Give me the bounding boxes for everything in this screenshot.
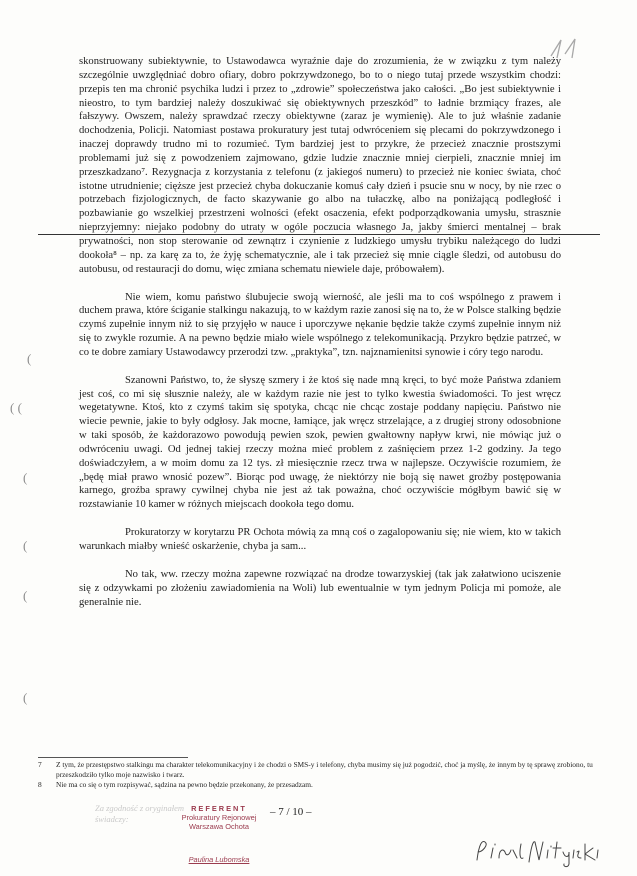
horizontal-strike-line <box>38 234 600 235</box>
faded-line: Za zgodność z oryginałem <box>95 803 185 813</box>
margin-bracket-mark: ( <box>23 588 28 603</box>
margin-bracket-mark: ( <box>23 538 28 553</box>
footnotes <box>38 760 598 790</box>
paragraph-4: Prokuratorzy w korytarzu PR Ochota mówią za mną coś o zagalopowaniu się; nie wiem, kto w takich warunkach miałby wnieść oskarżenie, chyba ja sam... <box>79 527 561 552</box>
stamp-line: Warszawa Ochota <box>188 822 250 831</box>
footnote-text: Z tym, że przestępstwo stalkingu ma charakter telekomunikacyjny i że chodzi o SMS-y i telefony, chyba musimy się już pogodzić, choć ja myślę, że innym by tę sprawę zrobiono, tu przeszkodziło tylko moje nazwisko i twarz. <box>56 760 593 779</box>
paragraph-3: Szanowni Państwo, to, że słyszę szmery i że ktoś się nade mną kręci, to być może Państwa zdaniem jest coś, co mi się słusznie należy, ale w każdym razie nie jest to tylko kwestia świadomości. To jest wręcz wegetatywne. Ktoś, kto z czymś takim się spotyka, chcąc nie chcąc zostaje poddany napięciu. Państwo nie wiecie pewnie, jakie to były odgłosy. Jak mocne, łamiące, jak wręcz strzelające, a z drugiej strony odosobnione w taki sposób, że każdorazowo powodują pewien szok, pewien gwałtowny napływ krwi, nie mówiąc już o odwróceniu uwagi. Od jednej takiej rzeczy można mieć problem z zaśnięciem przez 1-2 godziny. Ja tego doświadczyłem, a w moim domu za 12 tys. zł miesięcznie rzecz trwa w najlepsze. Oczywiście rozumiem, że „będę miał prawo wnosić pozew”. Biorąc pod uwagę, że niektórzy nie boją się nawet groźby postępowania karnego, groźba sprawy cywilnej chyba nie jest aż tak poważna, choć oczywiście mógłbym bawić się w rozstawianie 10 kamer w różnych miejscach dookoła tego domu. <box>79 374 561 511</box>
letter-body <box>79 55 561 623</box>
footnote-text: Nie ma co się o tym rozpisywać, sądzina na pewno będzie przekonany, że przesadzam. <box>56 780 313 789</box>
official-stamp <box>178 804 260 864</box>
faded-line: świadczy: <box>95 814 129 824</box>
footnote-separator <box>38 757 188 758</box>
handwritten-signature <box>473 834 603 868</box>
margin-bracket-mark: ( <box>23 470 28 485</box>
stamp-line: Prokuratury Rejonowej <box>181 813 257 822</box>
page-number: – 7 / 10 – <box>270 806 312 818</box>
margin-bracket-mark: ( <box>23 690 28 705</box>
footnote-number: 8 <box>38 780 42 789</box>
paragraph-2: Nie wiem, komu państwo ślubujecie swoją wierność, ale jeśli ma to coś wspólnego z prawem i duchem prawa, które ściganie stalkingu nakazują, to w każdym razie zanosi się na to, że w Polsce stalking będzie czymś zupełnie innym niż to się przyjęło w nauce i uporczywe nękanie będzie także czymś zupełnie innym niż się to zwykle rozumie. A na pewno będzie miało wiele wspólnego z telekomunikacją. Przykro będzie patrzeć, w co te dobre zamiary Ustawodawcy przerodzi tzw. „praktyka”, tzn. najznamienitsi synowie i córy tego narodu. <box>79 291 561 358</box>
margin-bracket-mark: ( <box>27 351 32 366</box>
footnote <box>38 760 598 780</box>
footnote <box>38 780 598 790</box>
stamp-title: REFERENT <box>191 804 247 813</box>
stamp-name: Paulina Lubomska <box>188 855 250 864</box>
footnote-number: 7 <box>38 760 42 769</box>
margin-bracket-mark: ( ( <box>10 400 22 415</box>
paragraph-5: No tak, ww. rzeczy można zapewne rozwiązać na drodze towarzyskiej (tak jak załatwiono uciszenie się z odzywkami po złożeniu zawiadomienia na Woli) lub ewentualnie w tym jednym Policja mi pomoże, ale generalnie nie. <box>79 568 561 608</box>
paragraph-1: skonstruowany subiektywnie, to Ustawodawca wyraźnie daje do zrozumienia, że w związku z tym należy szczególnie uwzględniać dobro ofiary, dobro pokrzywdzonego, bo to o niego tutaj przede wszystkim chodzi: przepis ten ma chronić psychika ludzi i przez to „zdrowie” społeczeństwa jako całości. „Bo jest subiektywnie i nieostro, to tym bardziej należy doszukiwać się obiektywnych przeszkód” to ładnie brzmiący frazes, ale fałszywy. Owszem, należy sprawdzać rzeczy obiektywne (zaraz je wymienię). Ale to już właśnie zadanie dochodzenia, Policji. Natomiast postawa prokuratury jest tutaj odwróceniem się plecami do pokrzywdzonego i inaczej doprawdy trudno mi to rozumieć. Tym bardziej jest to przykre, że przecież znacznie prostszymi problemami już się z powodzeniem zajmowano, gdzie ludzie znacznie mniej cierpieli, znacznie mniej im przeszkadzano⁷. Rezygnacja z korzystania z telefonu (z jakiegoś numeru) to przecież nie koniec świata, choć istotne utrudnienie; cięższe jest przecież chyba dokuczanie komuś cały dzień i psucie snu w nocy, by nie rzec o potrzebach fizjologicznych, de facto skazywanie go albo na tułaczkę, albo na poniżającą podległość i pozbawianie go wszelkiej przestrzeni wolności (efekt osaczenia, efekt podporządkowania umysłu, strasznie nieprzyjemny: niejako podobny do utraty w ogóle poczucia własnego Ja, jakby śmierci mentalnej – brak prywatności, non stop sterowanie od zewnątrz i czynienie z ludzkiego umysłu trybiku należącego do ludzi dookoła⁸ – np. za karę za to, że żyję schematycznie, ale i tak przecież się mnie ciągle śledzi, od autobusu do autobusu, od restauracji do domu, więc zmiana schematu niewiele daje, próbowałem). <box>79 56 561 275</box>
